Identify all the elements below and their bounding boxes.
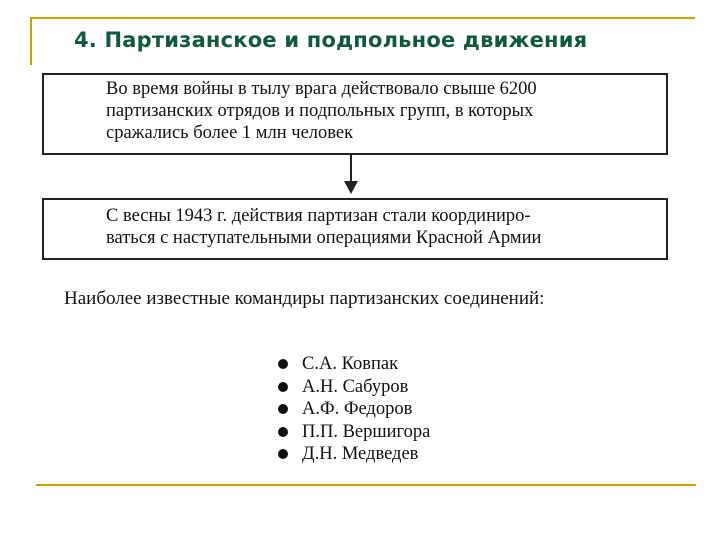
commander-name: С.А. Ковпак	[302, 354, 399, 374]
commander-name: А.Ф. Федоров	[302, 399, 413, 419]
fact-line: ваться с наступательными операциями Красной Армии	[106, 228, 542, 248]
commanders-subheading: Наиболее известные командиры партизанских соединений:	[64, 288, 545, 309]
fact-line: партизанских отрядов и подпольных групп, в которых	[106, 101, 534, 121]
fact-box-coordination	[42, 198, 668, 260]
arrow-down-icon	[344, 181, 358, 194]
title-frame-left-line	[30, 17, 32, 65]
bullet-icon	[278, 382, 288, 392]
fact-box-coordination-text	[106, 205, 656, 249]
fact-line: Во время войны в тылу врага действовало свыше 6200	[106, 79, 537, 99]
flow-arrow-line	[350, 155, 352, 183]
title-frame-top-line	[30, 17, 695, 19]
bullet-icon	[278, 359, 288, 369]
bullet-icon	[278, 449, 288, 459]
bottom-divider	[36, 484, 696, 486]
fact-line: С весны 1943 г. действия партизан стали координиро-	[106, 206, 531, 226]
page-title: 4. Партизанское и подпольное движения	[74, 28, 588, 52]
fact-box-partisan-count-text	[106, 78, 656, 144]
fact-line: сражались более 1 млн человек	[106, 123, 354, 143]
bullet-icon	[278, 427, 288, 437]
commander-name: А.Н. Сабуров	[302, 376, 409, 397]
bullet-icon	[278, 404, 288, 414]
commander-name: П.П. Вершигора	[302, 421, 431, 442]
fact-box-partisan-count	[42, 73, 668, 155]
commander-name: Д.Н. Медведев	[302, 444, 419, 464]
